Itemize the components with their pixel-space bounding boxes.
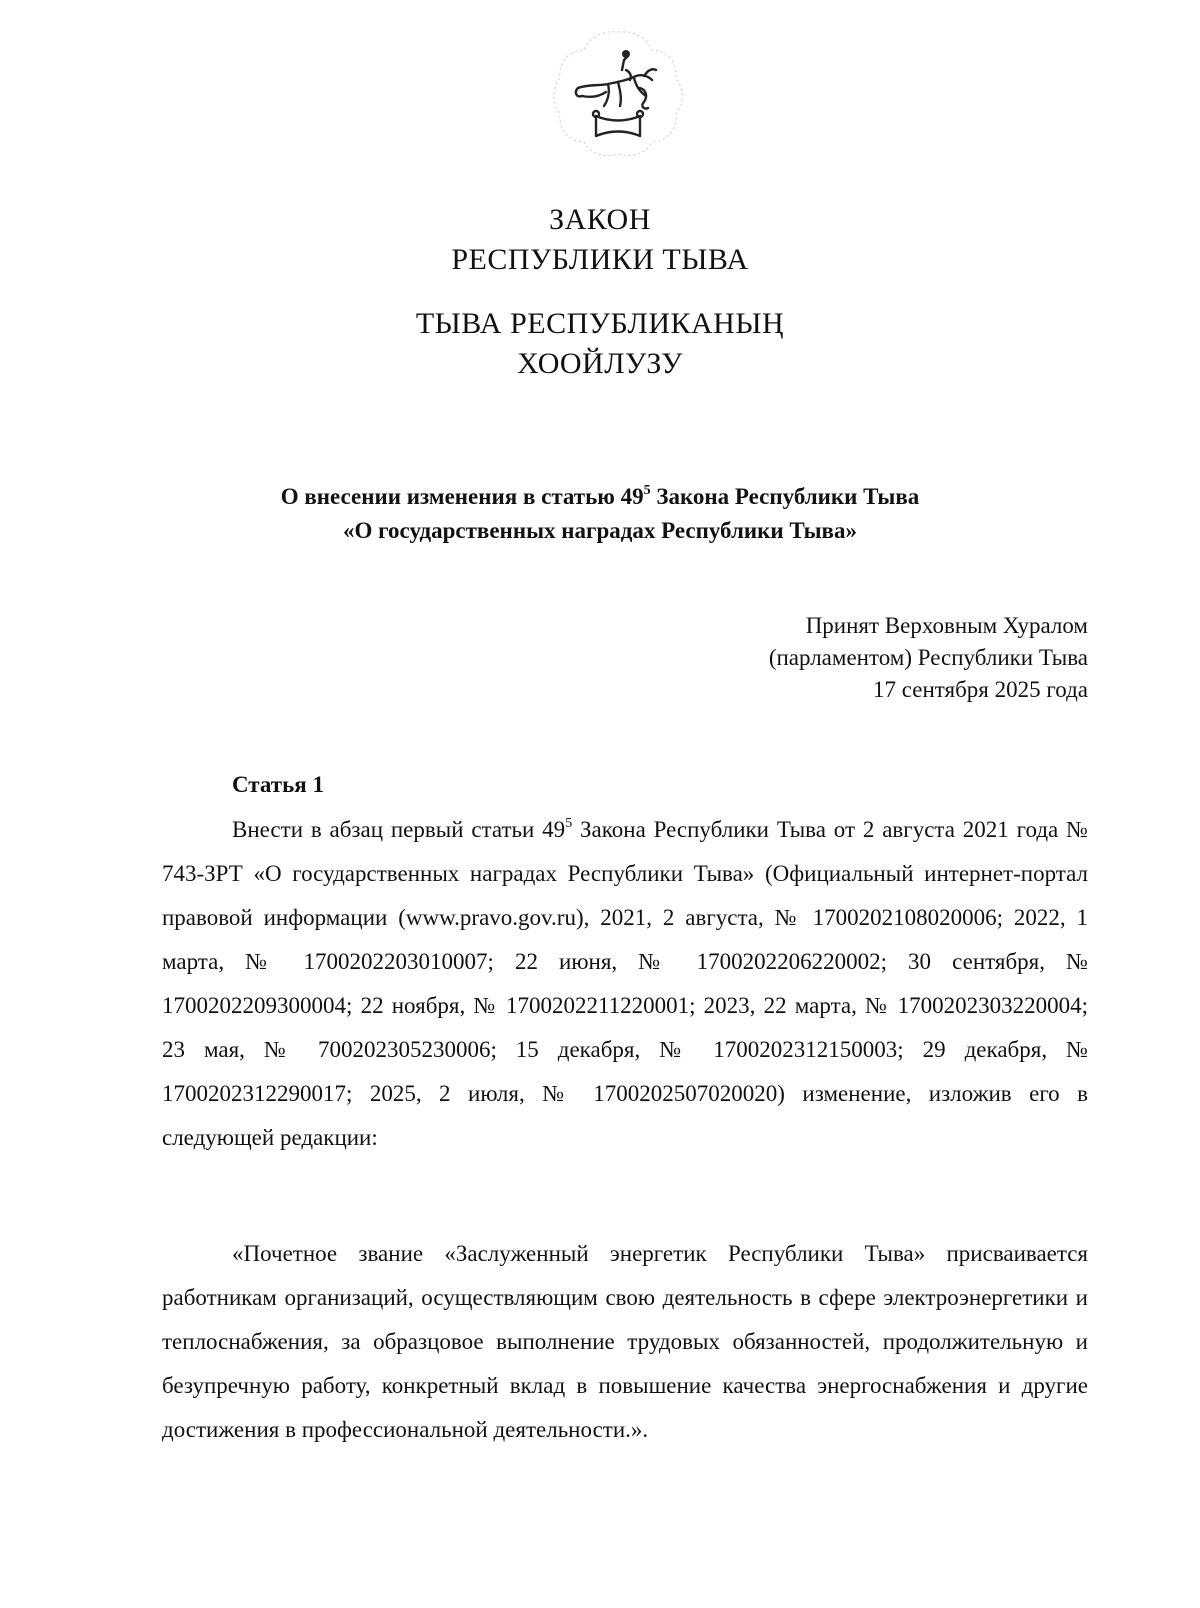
title-line-1-rest: Закона Республики Тыва [650,484,920,509]
title-line-1 [0,480,1200,514]
title-superscript: 5 [643,483,651,498]
header-law-word: ЗАКОН [549,203,651,236]
paragraph-1-superscript: 5 [565,816,573,831]
article-heading: Статья 1 [232,772,324,797]
adoption-date: 17 сентября 2025 года [873,677,1088,702]
adoption-note [769,610,1088,706]
title-line-1-text: О внесении изменения в статью 49 [280,484,644,509]
header-tuvan-law-word: ХООЙЛУЗУ [517,347,683,380]
adoption-line-2: (парламентом) Республики Тыва [768,645,1088,670]
header-tuvan [0,304,1200,384]
article-paragraph-2: «Почетное звание «Заслуженный энергетик Республики Тыва» присваивается работникам организаций, осуществляющим свою деятельность в сфере электроэнергетики и теплоснабжения, за образцовое выполнение трудовых обязанностей, продолжительную и безупречную работу, конкретный вклад в повышение качества энергоснабжения и другие достижения в профессиональной деятельности.». [162,1241,1088,1442]
header-tuvan-republic: ТЫВА РЕСПУБЛИКАНЫҢ [415,307,785,340]
document-title [0,480,1200,548]
adoption-line-1: Принят Верховным Хуралом [805,613,1088,638]
paragraph-1-text: Внести в абзац первый статьи 49 [232,817,566,842]
title-line-2: «О государственных наградах Республики Тыва» [343,518,857,543]
article-paragraph-1 [162,808,1088,1160]
header-republic: РЕСПУБЛИКИ ТЫВА [451,243,749,276]
header-russian [0,200,1200,280]
paragraph-1-rest: Закона Республики Тыва от 2 августа 2021 года № 743-ЗРТ «О государственных наградах Республики Тыва» (Официальный интернет-портал правовой информации (www.pravo.gov.ru), 2021, 2 августа, № 1700202108020006; 2022, 1 марта, № 1700202203010007; 22 июня, № 1700202206220002; 30 сентября, № 1700202209300004; 22 ноября, № 1700202211220001; 2023, 22 марта, № 1700202303220004; 23 мая, № 700202305230006; 15 декабря, № 1700202312150003; 29 декабря, № 1700202312290017; 2025, 2 июля, № 1700202507020020) изменение, изложив его в следующей редакции: [162,817,1089,1150]
state-emblem-icon [548,26,688,162]
